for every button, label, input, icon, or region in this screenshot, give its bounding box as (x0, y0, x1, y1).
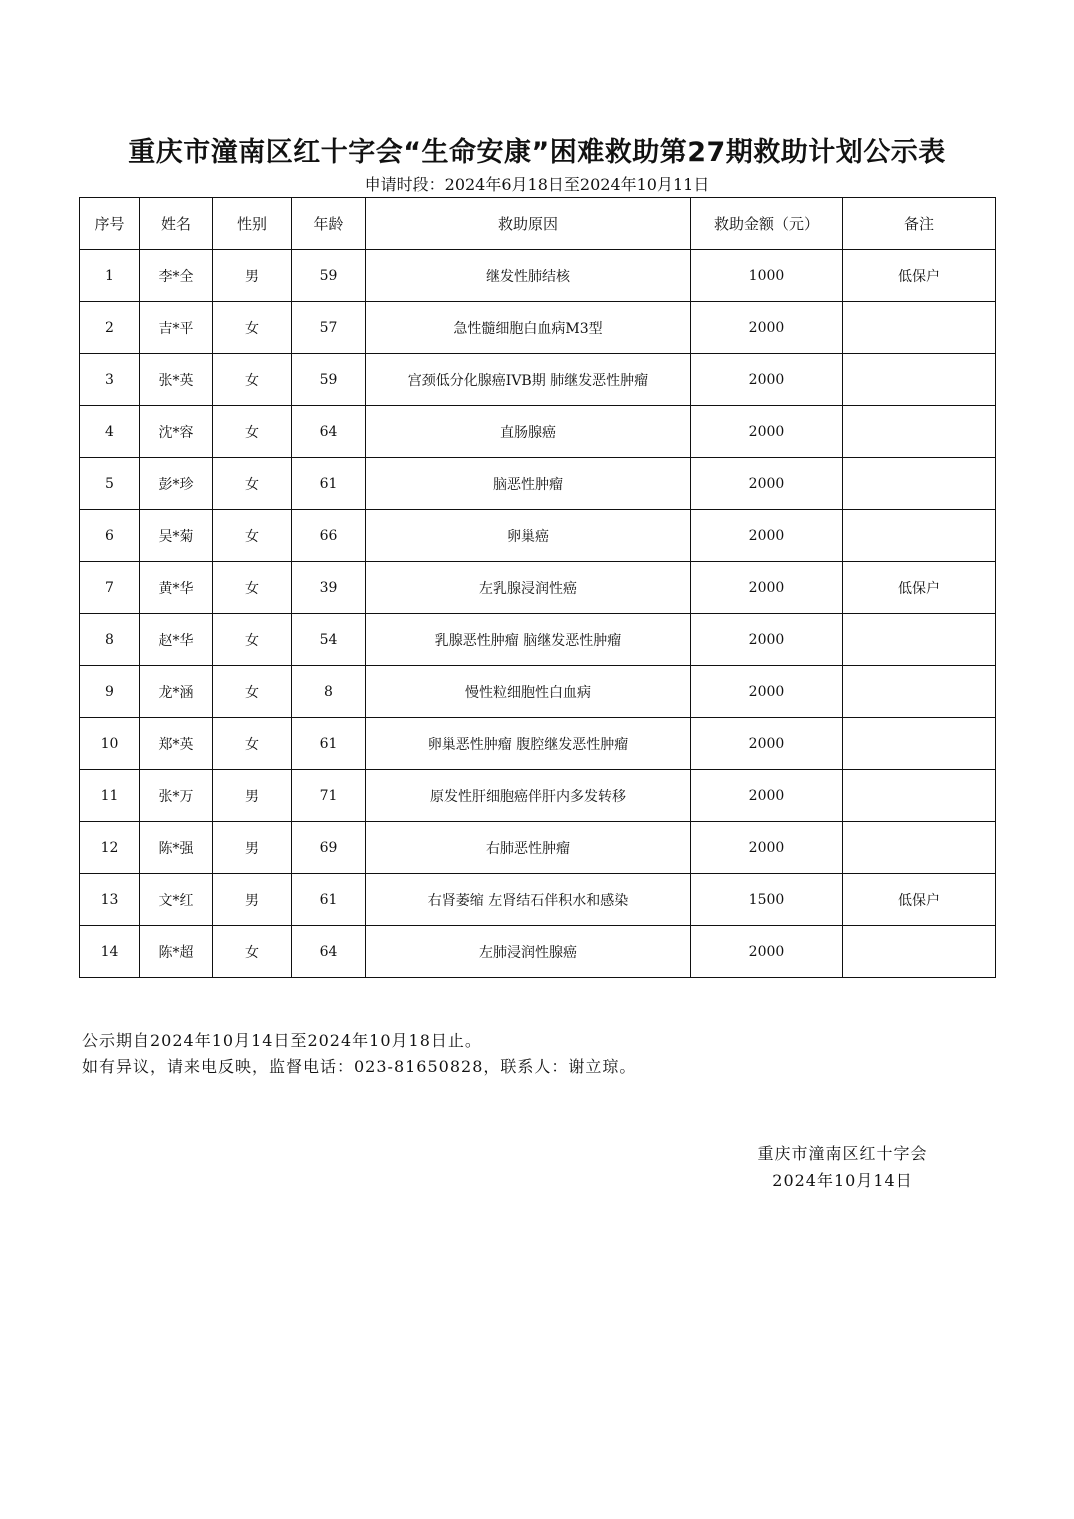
cell-amount: 2000 (691, 718, 843, 770)
table-row (80, 718, 996, 770)
cell-remarks (843, 666, 996, 718)
cell-gender: 女 (213, 302, 292, 354)
cell-name: 龙*涵 (140, 666, 213, 718)
cell-reason: 左肺浸润性腺癌 (366, 926, 691, 978)
cell-amount: 2000 (691, 510, 843, 562)
cell-gender: 女 (213, 354, 292, 406)
cell-amount: 2000 (691, 302, 843, 354)
cell-name: 郑*英 (140, 718, 213, 770)
cell-index: 12 (80, 822, 140, 874)
cell-amount: 2000 (691, 458, 843, 510)
table-row (80, 302, 996, 354)
cell-age: 64 (292, 926, 366, 978)
cell-index: 9 (80, 666, 140, 718)
table-row (80, 614, 996, 666)
cell-amount: 1500 (691, 874, 843, 926)
cell-reason: 急性髓细胞白血病M3型 (366, 302, 691, 354)
cell-age: 69 (292, 822, 366, 874)
cell-age: 39 (292, 562, 366, 614)
table-row (80, 458, 996, 510)
cell-remarks (843, 770, 996, 822)
cell-reason: 右肾萎缩 左肾结石伴积水和感染 (366, 874, 691, 926)
table-body (80, 250, 996, 978)
cell-age: 64 (292, 406, 366, 458)
cell-age: 8 (292, 666, 366, 718)
cell-name: 吉*平 (140, 302, 213, 354)
header-age: 年龄 (292, 198, 366, 250)
cell-amount: 1000 (691, 250, 843, 302)
cell-name: 张*万 (140, 770, 213, 822)
cell-remarks (843, 302, 996, 354)
cell-gender: 女 (213, 926, 292, 978)
signature-block (735, 1140, 950, 1194)
relief-plan-table (79, 197, 996, 978)
cell-index: 8 (80, 614, 140, 666)
cell-name: 张*英 (140, 354, 213, 406)
cell-remarks: 低保户 (843, 874, 996, 926)
header-gender: 性别 (213, 198, 292, 250)
cell-amount: 2000 (691, 354, 843, 406)
header-remarks: 备注 (843, 198, 996, 250)
cell-age: 54 (292, 614, 366, 666)
cell-index: 1 (80, 250, 140, 302)
header-index: 序号 (80, 198, 140, 250)
cell-amount: 2000 (691, 562, 843, 614)
notice-block (82, 1028, 636, 1080)
table-row (80, 406, 996, 458)
table-row (80, 250, 996, 302)
cell-remarks (843, 406, 996, 458)
cell-age: 61 (292, 458, 366, 510)
cell-index: 6 (80, 510, 140, 562)
cell-amount: 2000 (691, 822, 843, 874)
cell-name: 黄*华 (140, 562, 213, 614)
application-period: 申请时段：2024年6月18日至2024年10月11日 (364, 175, 710, 194)
cell-index: 4 (80, 406, 140, 458)
cell-index: 11 (80, 770, 140, 822)
table-row (80, 926, 996, 978)
header-name: 姓名 (140, 198, 213, 250)
cell-index: 3 (80, 354, 140, 406)
cell-index: 14 (80, 926, 140, 978)
cell-amount: 2000 (691, 926, 843, 978)
cell-remarks: 低保户 (843, 562, 996, 614)
cell-name: 赵*华 (140, 614, 213, 666)
contact-line: 如有异议，请来电反映，监督电话：023-81650828，联系人：谢立琼。 (82, 1057, 637, 1076)
cell-age: 71 (292, 770, 366, 822)
cell-gender: 男 (213, 874, 292, 926)
cell-age: 57 (292, 302, 366, 354)
cell-remarks (843, 458, 996, 510)
cell-reason: 卵巢癌 (366, 510, 691, 562)
cell-age: 59 (292, 354, 366, 406)
cell-gender: 女 (213, 718, 292, 770)
cell-name: 陈*强 (140, 822, 213, 874)
cell-reason: 原发性肝细胞癌伴肝内多发转移 (366, 770, 691, 822)
cell-reason: 乳腺恶性肿瘤 脑继发恶性肿瘤 (366, 614, 691, 666)
cell-name: 李*全 (140, 250, 213, 302)
cell-name: 吴*菊 (140, 510, 213, 562)
table-row (80, 562, 996, 614)
header-reason: 救助原因 (366, 198, 691, 250)
cell-age: 66 (292, 510, 366, 562)
cell-amount: 2000 (691, 666, 843, 718)
cell-amount: 2000 (691, 770, 843, 822)
cell-name: 陈*超 (140, 926, 213, 978)
header-amount: 救助金额（元） (691, 198, 843, 250)
cell-remarks (843, 354, 996, 406)
table-row (80, 770, 996, 822)
cell-gender: 女 (213, 614, 292, 666)
table-row (80, 354, 996, 406)
cell-name: 彭*珍 (140, 458, 213, 510)
cell-gender: 女 (213, 666, 292, 718)
cell-index: 13 (80, 874, 140, 926)
cell-age: 59 (292, 250, 366, 302)
cell-amount: 2000 (691, 406, 843, 458)
cell-gender: 男 (213, 822, 292, 874)
cell-remarks (843, 822, 996, 874)
cell-remarks: 低保户 (843, 250, 996, 302)
cell-remarks (843, 718, 996, 770)
table-row (80, 822, 996, 874)
table-row (80, 666, 996, 718)
publicity-period: 公示期自2024年10月14日至2024年10月18日止。 (82, 1031, 482, 1050)
cell-remarks (843, 614, 996, 666)
table-row (80, 510, 996, 562)
cell-name: 文*红 (140, 874, 213, 926)
cell-reason: 左乳腺浸润性癌 (366, 562, 691, 614)
cell-index: 5 (80, 458, 140, 510)
table-row (80, 874, 996, 926)
cell-gender: 男 (213, 250, 292, 302)
signature-date: 2024年10月14日 (772, 1171, 913, 1190)
cell-index: 10 (80, 718, 140, 770)
cell-amount: 2000 (691, 614, 843, 666)
cell-age: 61 (292, 718, 366, 770)
cell-gender: 女 (213, 406, 292, 458)
signature-organization: 重庆市潼南区红十字会 (757, 1144, 928, 1163)
cell-reason: 卵巢恶性肿瘤 腹腔继发恶性肿瘤 (366, 718, 691, 770)
cell-reason: 宫颈低分化腺癌IVB期 肺继发恶性肿瘤 (366, 354, 691, 406)
cell-index: 7 (80, 562, 140, 614)
cell-age: 61 (292, 874, 366, 926)
cell-gender: 女 (213, 458, 292, 510)
cell-gender: 女 (213, 562, 292, 614)
cell-reason: 脑恶性肿瘤 (366, 458, 691, 510)
cell-reason: 直肠腺癌 (366, 406, 691, 458)
cell-remarks (843, 510, 996, 562)
cell-reason: 慢性粒细胞性白血病 (366, 666, 691, 718)
cell-reason: 右肺恶性肿瘤 (366, 822, 691, 874)
table-header-row (80, 198, 996, 250)
cell-index: 2 (80, 302, 140, 354)
cell-reason: 继发性肺结核 (366, 250, 691, 302)
cell-name: 沈*容 (140, 406, 213, 458)
document-title: 重庆市潼南区红十字会“生命安康”困难救助第27期救助计划公示表 (128, 137, 946, 168)
cell-gender: 女 (213, 510, 292, 562)
cell-remarks (843, 926, 996, 978)
cell-gender: 男 (213, 770, 292, 822)
